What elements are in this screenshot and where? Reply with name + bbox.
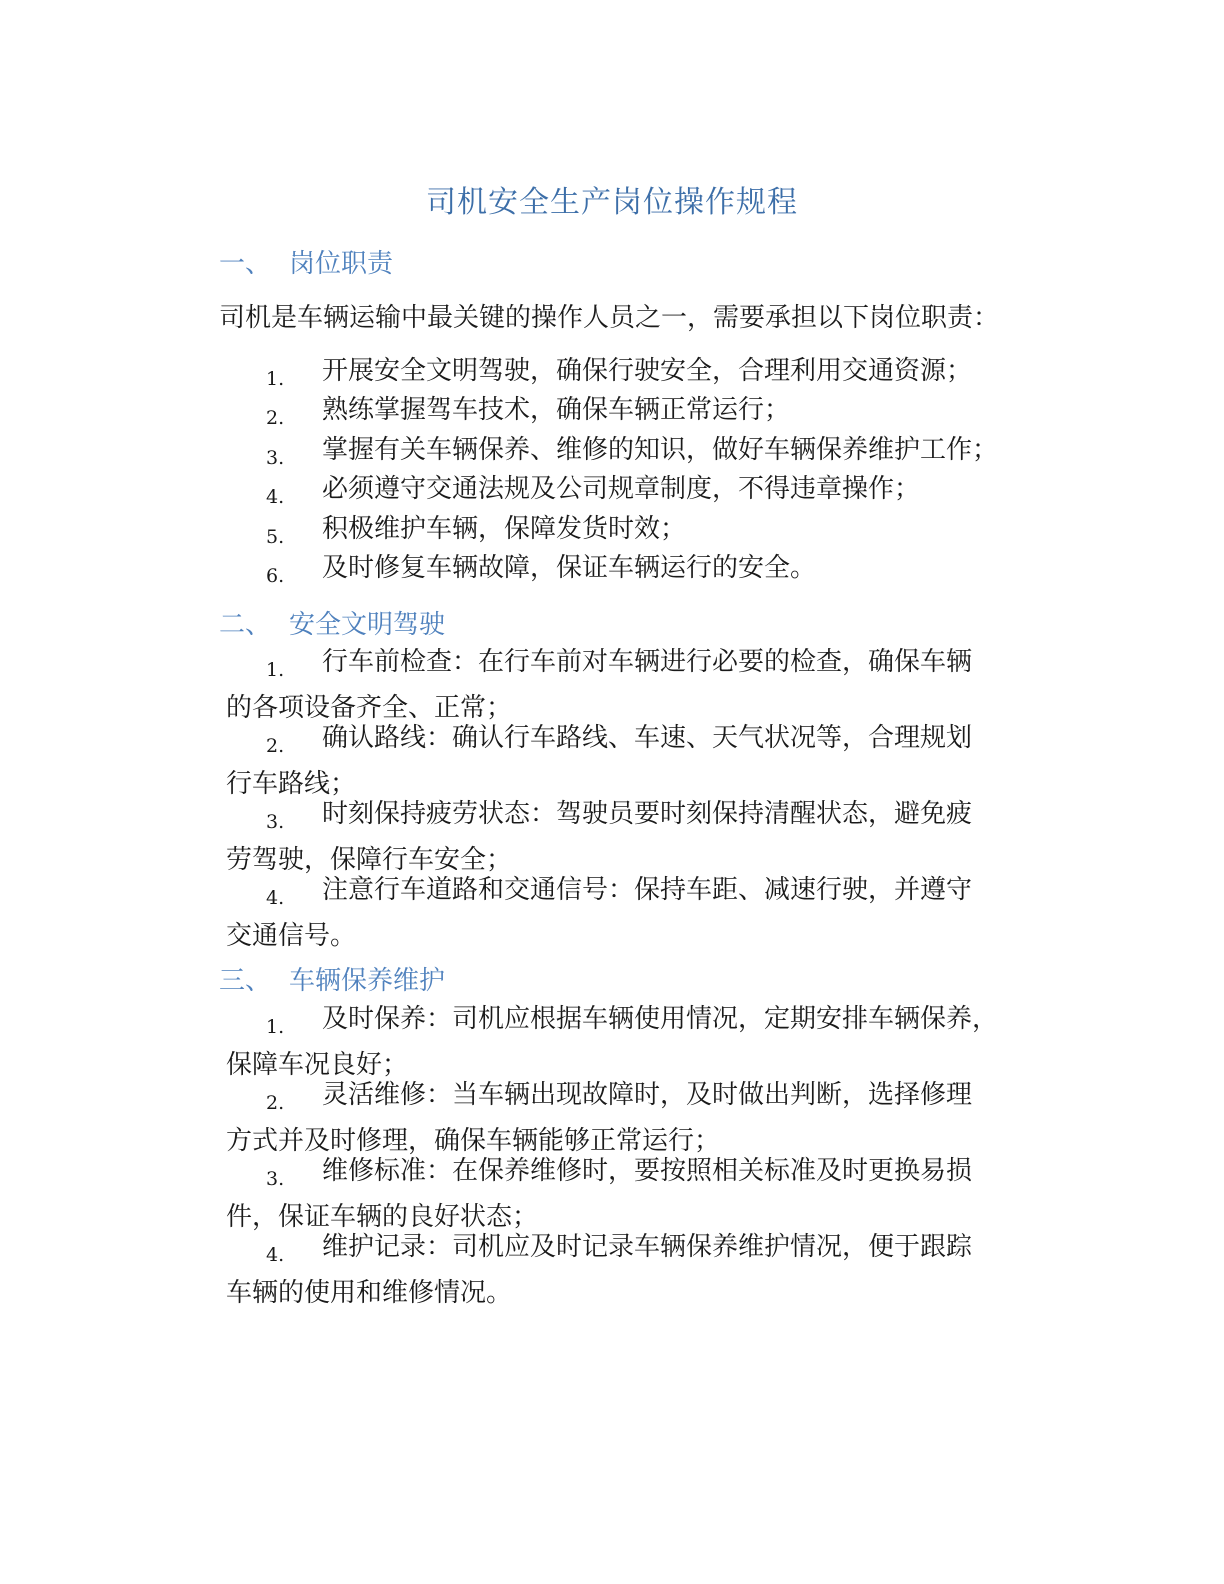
list-item (226, 1076, 1016, 1160)
list-item-number: 3. (266, 447, 285, 469)
section-number: 二、 (219, 610, 272, 640)
list-item-text: 注意行车道路和交通信号：保持车距、减速行驶，并遵守 (322, 875, 973, 905)
list-item-text: 灵活维修：当车辆出现故障时，及时做出判断，选择修理 (322, 1080, 973, 1110)
list-item-text-continued: 交通信号。 (226, 921, 357, 951)
list-item-number: 1. (266, 659, 285, 681)
list-item-number: 1. (266, 1016, 285, 1038)
list-item-text: 熟练掌握驾车技术，确保车辆正常运行； (322, 395, 791, 425)
section-heading-3 (219, 961, 445, 1001)
list-item-text: 掌握有关车辆保养、维修的知识，做好车辆保养维护工作； (322, 435, 999, 465)
list-item (226, 795, 1016, 879)
list-item-text-continued: 保障车况良好； (226, 1050, 409, 1080)
list-item (266, 548, 816, 588)
list-item-number: 2. (266, 735, 285, 757)
section-title: 岗位职责 (289, 249, 394, 279)
list-item-text-continued: 行车路线； (226, 769, 357, 799)
list-item (266, 509, 686, 549)
list-item-number: 5. (266, 526, 285, 548)
document-title: 司机安全生产岗位操作规程 (426, 185, 798, 220)
list-item-number: 3. (266, 811, 285, 833)
list-item-text: 及时修复车辆故障，保证车辆运行的安全。 (322, 553, 817, 583)
list-item-number: 2. (266, 407, 285, 429)
list-item-number: 4. (266, 887, 285, 909)
list-item (226, 871, 1016, 955)
list-item (266, 469, 920, 509)
list-item-text-continued: 劳驾驶，保障行车安全； (226, 845, 513, 875)
list-item-text: 积极维护车辆，保障发货时效； (322, 514, 687, 544)
section-intro: 司机是车辆运输中最关键的操作人员之一，需要承担以下岗位职责： (219, 303, 1000, 333)
section-number: 一、 (219, 249, 272, 279)
list-item (266, 351, 972, 391)
list-item-text-continued: 的各项设备齐全、正常； (226, 693, 513, 723)
list-item-text-continued: 件，保证车辆的良好状态； (226, 1202, 539, 1232)
list-item-text: 及时保养：司机应根据车辆使用情况，定期安排车辆保养， (322, 1004, 999, 1034)
section-heading-2 (219, 605, 445, 645)
list-item-text-continued: 车辆的使用和维修情况。 (226, 1278, 513, 1308)
list-item (266, 430, 998, 470)
section-number: 三、 (219, 966, 272, 996)
list-item-number: 2. (266, 1092, 285, 1114)
section-heading-1 (219, 244, 393, 284)
list-item (226, 1000, 1016, 1084)
list-item (226, 1228, 1016, 1312)
section-title: 安全文明驾驶 (289, 610, 446, 640)
list-item-text: 行车前检查：在行车前对车辆进行必要的检查，确保车辆 (322, 647, 973, 677)
list-item-text: 确认路线：确认行车路线、车速、天气状况等，合理规划 (322, 723, 973, 753)
list-item-text: 时刻保持疲劳状态：驾驶员要时刻保持清醒状态，避免疲 (322, 799, 973, 829)
section-title: 车辆保养维护 (289, 966, 446, 996)
list-item-text: 维修标准：在保养维修时，要按照相关标准及时更换易损 (322, 1156, 973, 1186)
list-item-number: 6. (266, 565, 285, 587)
list-item (226, 1152, 1016, 1236)
list-item-number: 1. (266, 368, 285, 390)
list-item (226, 719, 1016, 803)
list-item-number: 3. (266, 1168, 285, 1190)
list-item-text: 维护记录：司机应及时记录车辆保养维护情况，便于跟踪 (322, 1232, 973, 1262)
list-item-text: 必须遵守交通法规及公司规章制度，不得违章操作； (322, 474, 921, 504)
list-item (226, 643, 1016, 727)
list-item-number: 4. (266, 1244, 285, 1266)
list-item (266, 390, 790, 430)
list-item-number: 4. (266, 486, 285, 508)
list-item-text-continued: 方式并及时修理，确保车辆能够正常运行； (226, 1126, 721, 1156)
list-item-text: 开展安全文明驾驶，确保行驶安全，合理利用交通资源； (322, 356, 973, 386)
